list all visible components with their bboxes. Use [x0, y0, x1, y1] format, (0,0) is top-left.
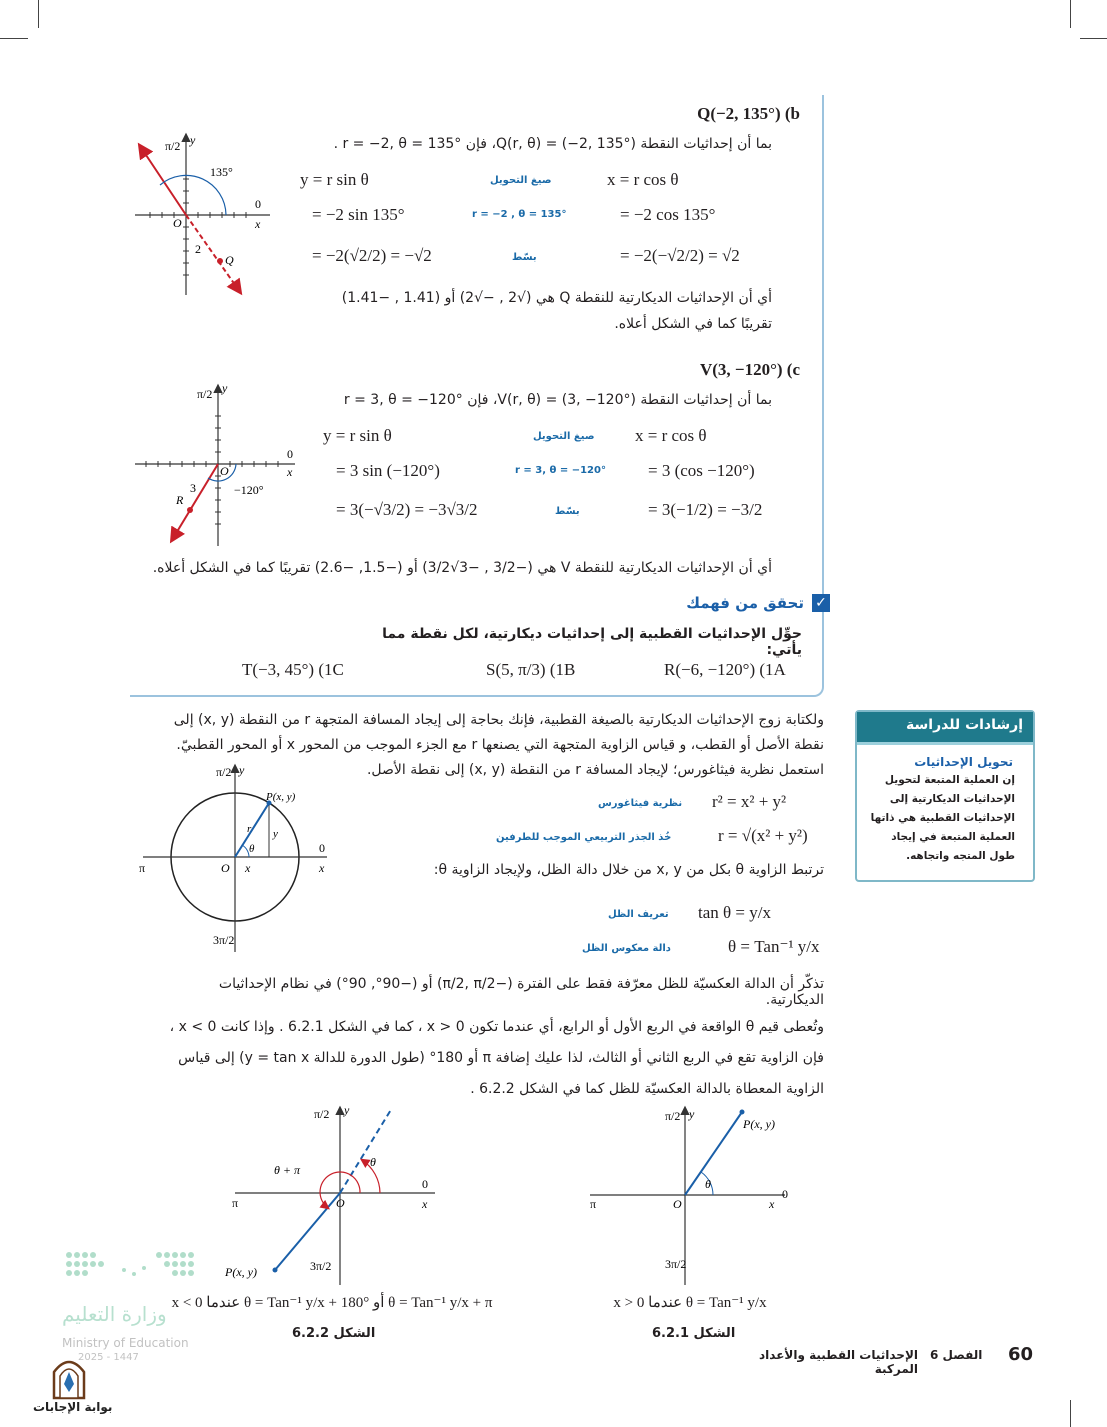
origin-label: O	[220, 464, 229, 478]
svg-text:y: y	[344, 1103, 350, 1117]
part-c-lbl-formula: صيغ التحويل	[533, 431, 595, 442]
x-label: x	[287, 465, 293, 479]
crop-mark	[1080, 38, 1107, 39]
check-instruction: حوِّل الإحداثيات القطبية إلى إحداثيات ديكارتية، لكل نقطة مما يأتي:	[382, 626, 802, 658]
pi2-label: π/2	[197, 387, 213, 401]
eq-sqrt: r = √(x² + y²)	[718, 826, 808, 845]
svg-text:0: 0	[782, 1187, 788, 1201]
point-label: Q	[225, 253, 234, 267]
eq-arctan-label: دالة معكوس الظل	[582, 943, 671, 954]
part-b-x1: x = r cos θ	[607, 170, 679, 189]
point-label: R	[176, 493, 184, 507]
svg-text:π/2: π/2	[314, 1107, 330, 1121]
svg-text:3π/2: 3π/2	[213, 933, 235, 947]
part-c-y3: = 3(−√3/2) = −3√3/2	[336, 500, 478, 519]
svg-text:P(x, y): P(x, y)	[743, 1117, 775, 1131]
svg-text:y: y	[273, 828, 278, 840]
eq-tan: tan θ = y/x	[698, 903, 771, 922]
part-b-conclusion2: تقريبًا كما في الشكل أعلاه.	[614, 316, 772, 332]
check-item-1c: T(−3, 45°) (1C	[242, 660, 344, 679]
svg-text:x: x	[769, 1197, 775, 1211]
circle-figure	[135, 760, 335, 960]
crop-mark	[1070, 1400, 1071, 1427]
r-label: 2	[195, 242, 201, 256]
fig2-caption: الشكل 6.2.2	[292, 1326, 376, 1341]
svg-text:x: x	[422, 1197, 428, 1211]
ministry-year: 2025 - 1447	[78, 1352, 139, 1363]
figure-6-2-2	[220, 1100, 450, 1290]
body-p4: تذكّر أن الدالة العكسيّة للظل معرّفة فقط على الفترة (−π/2, π/2) أو (−90°, 90°) في نظام الإحداثيات الديكارتية.	[218, 976, 824, 1008]
graph-c	[130, 378, 300, 548]
crop-mark	[38, 0, 39, 28]
part-b-lbl-simplify: بسّط	[512, 252, 537, 263]
answers-portal-text: بوابة الإجابات	[33, 1400, 113, 1414]
part-b-y1: y = r sin θ	[300, 170, 369, 189]
svg-text:θ: θ	[370, 1155, 376, 1169]
check-item-1b: S(5, π/3) (1B	[486, 660, 576, 679]
r-label: 3	[190, 481, 196, 495]
angle-label: −120°	[234, 483, 264, 497]
ministry-name-en: Ministry of Education	[62, 1336, 189, 1350]
svg-text:0: 0	[319, 841, 325, 855]
svg-text:O: O	[221, 861, 230, 875]
point-r	[187, 507, 193, 513]
svg-text:π/2: π/2	[216, 765, 232, 779]
part-b-conclusion1: أي أن الإحداثيات الديكارتية للنقطة Q هي (√2 , −√2) أو (1.41 , −1.41)	[341, 290, 772, 306]
sidebar-body: إن العملية المتبعة لتحويل الإحداثيات الديكارتية إلى الإحداثيات القطبية هي ذاتها العملية المتبعة في إيجاد طول المتجه واتجاهه.	[870, 774, 1015, 862]
svg-text:O: O	[336, 1196, 345, 1210]
page-number: 60	[1008, 1344, 1034, 1365]
svg-text:3π/2: 3π/2	[310, 1259, 332, 1273]
part-c-line1: بما أن إحداثيات النقطة V(r, θ) = (3, −120°)، فإن r = 3, θ = −120°	[343, 392, 772, 408]
ray-135	[140, 146, 186, 215]
figure-6-2-1	[585, 1100, 800, 1290]
sidebar-title: تحويل الإحداثيات	[914, 755, 1013, 769]
svg-text:θ: θ	[705, 1177, 711, 1191]
svg-text:x: x	[245, 861, 251, 875]
answers-portal-logo	[46, 1350, 92, 1400]
part-c-conclusion: أي أن الإحداثيات الديكارتية للنقطة V هي (−3/2 , −3√3/2) أو (−1.5, −2.6) تقريبًا كما في الشكل أعلاه.	[152, 560, 772, 576]
part-b-lbl-sub: r = −2 , θ = 135°	[472, 209, 567, 220]
svg-text:θ + π: θ + π	[274, 1163, 301, 1177]
part-c-lbl-simplify: بسّط	[555, 506, 580, 517]
origin-label: O	[173, 216, 182, 230]
part-c-lbl-sub: r = 3, θ = −120°	[515, 465, 606, 476]
check-item-1a: R(−6, −120°) (1A	[664, 660, 786, 679]
svg-text:y: y	[239, 763, 245, 777]
svg-text:π/2: π/2	[665, 1109, 681, 1123]
crop-mark	[0, 38, 28, 39]
check-title: تحقق من فهمك	[686, 594, 804, 612]
body-p2: استعمل نظرية فيثاغورس؛ لإيجاد المسافة r من النقطة (x, y) إلى نقطة الأصل.	[366, 762, 824, 778]
angle-label: 135°	[210, 165, 233, 179]
svg-text:π: π	[139, 861, 146, 875]
part-c-x3: = 3(−1/2) = −3/2	[648, 500, 763, 519]
svg-text:π: π	[232, 1196, 239, 1210]
footer-title: الإحداثيات القطبية والأعداد المركبة	[759, 1348, 918, 1376]
eq-sqrt-label: خُذ الجذر التربيعي الموجب للطرفين	[496, 832, 672, 843]
part-c-y2: = 3 sin (−120°)	[336, 461, 440, 480]
eq-arctan: θ = Tan⁻¹ y/x	[728, 937, 820, 956]
eq-tan-label: تعريف الظل	[608, 909, 669, 920]
body-p3: ترتبط الزاوية θ بكل من x, y من خلال دالة الظل، ولإيجاد الزاوية θ:	[433, 862, 824, 878]
part-b-line1: بما أن إحداثيات النقطة Q(r, θ) = (−2, 135°)، فإن r = −2, θ = 135° .	[333, 136, 772, 152]
svg-text:π: π	[590, 1197, 597, 1211]
svg-text:P(x, y): P(x, y)	[266, 791, 296, 803]
part-b-heading: Q(−2, 135°) (b	[697, 104, 800, 123]
svg-text:y: y	[689, 1107, 695, 1121]
eq-pythag-label: نظرية فيثاغورس	[598, 798, 683, 809]
part-c-y1: y = r sin θ	[323, 426, 392, 445]
body-p1: ولكتابة زوج الإحداثيات الديكارتية بالصيغة القطبية، فإنك بحاجة إلى إيجاد المسافة المتجهة r من النقطة (x, y) إلى نقطة الأصل أو القطب، و قياس الزاوية المتجهة التي يصنعها r مع الجزء الموجب من المحور x أو المحور القطبيّ.	[173, 712, 824, 753]
sidebar-header: إرشادات للدراسة	[857, 712, 1033, 745]
y-label: y	[190, 133, 196, 147]
fig1-formula: θ = Tan⁻¹ y/x عندما x > 0	[613, 1295, 767, 1311]
zero-label: 0	[287, 447, 293, 461]
svg-text:3π/2: 3π/2	[665, 1257, 687, 1271]
y-label: y	[222, 381, 228, 395]
eq-pythag: r² = x² + y²	[712, 792, 787, 811]
fig2-formula: θ = Tan⁻¹ y/x + π أو θ = Tan⁻¹ y/x + 180° عندما x < 0	[171, 1295, 493, 1311]
fig1-caption: الشكل 6.2.1	[652, 1326, 736, 1341]
crop-mark	[1070, 0, 1071, 28]
ray-theta	[340, 1108, 392, 1193]
svg-text:P(x, y): P(x, y)	[225, 1265, 257, 1279]
pi2-label: π/2	[165, 139, 181, 153]
zero-label: 0	[255, 197, 261, 211]
svg-text:O: O	[673, 1197, 682, 1211]
graph-b	[130, 130, 280, 300]
ministry-name-ar: وزارة التعليم	[62, 1302, 167, 1326]
svg-text:θ: θ	[249, 843, 255, 855]
part-b-y2: = −2 sin 135°	[312, 205, 405, 224]
part-c-heading: V(3, −120°) (c	[699, 360, 800, 379]
x-label: x	[255, 217, 261, 231]
angle-arc	[160, 175, 226, 215]
part-c-x2: = 3 (cos −120°)	[648, 461, 755, 480]
part-b-x3: = −2(−√2/2) = √2	[620, 246, 740, 265]
ministry-logo-dots	[64, 1250, 199, 1285]
part-b-lbl-formula: صيغ التحويل	[490, 175, 552, 186]
body-p5: وتُعطى قيم θ الواقعة في الربع الأول أو الرابع، أي عندما تكون x > 0 ، كما في الشكل 6.2.1 . وإذا كانت x < 0 ، فإن الزاوية تقع في الربع الثاني أو الثالث، لذا عليك إضافة π أو 180° (طول الدورة للدالة y = tan x) إلى قياس الزاوية المعطاة بالدالة العكسيّة للظل كما في الشكل 6.2.2 .	[169, 1019, 824, 1097]
study-tips-sidebar	[855, 710, 1035, 882]
part-b-y3: = −2(√2/2) = −√2	[312, 246, 432, 265]
svg-text:r: r	[247, 823, 252, 835]
part-c-x1: x = r cos θ	[635, 426, 707, 445]
svg-text:x: x	[319, 861, 325, 875]
ray-p	[685, 1112, 742, 1195]
part-b-x2: = −2 cos 135°	[620, 205, 716, 224]
svg-text:0: 0	[422, 1177, 428, 1191]
footer-chapter: الفصل 6	[930, 1348, 983, 1362]
point-q	[217, 258, 223, 264]
check-icon: ✓	[812, 594, 830, 612]
